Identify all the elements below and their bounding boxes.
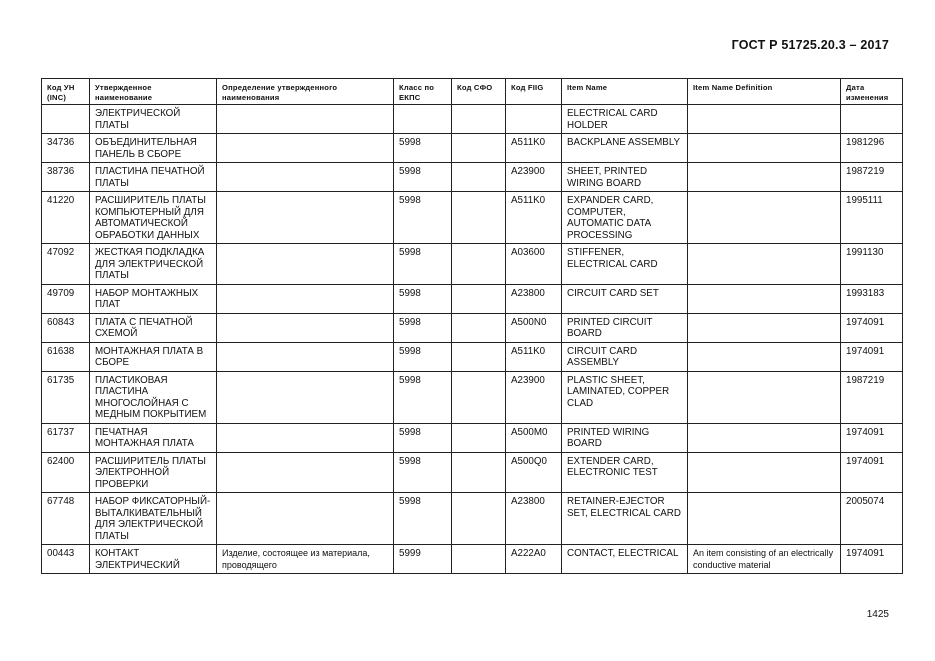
table-row — [42, 452, 903, 493]
document-title: ГОСТ Р 51725.20.3 – 2017 — [731, 38, 889, 52]
cell-name-definition — [217, 452, 394, 493]
table-row — [42, 423, 903, 452]
cell-name-definition — [217, 371, 394, 423]
cell-sfo-code — [452, 313, 506, 342]
cell-name-definition — [217, 342, 394, 371]
cell-item-name-definition — [688, 105, 841, 134]
cell-change-date: 1974091 — [841, 423, 903, 452]
cell-item-name: EXTENDER CARD, ELECTRONIC TEST — [562, 452, 688, 493]
cell-inc: 47092 — [42, 244, 90, 285]
cell-name-definition — [217, 493, 394, 545]
table-row — [42, 105, 903, 134]
cell-fiig-code: A222A0 — [506, 545, 562, 574]
cell-item-name: EXPANDER CARD, COMPUTER, AUTOMATIC DATA PROCESSING — [562, 192, 688, 244]
header-approved-name: Утвержденное наименование — [90, 79, 217, 105]
cell-fiig-code: A500Q0 — [506, 452, 562, 493]
cell-ekps-class: 5998 — [394, 134, 452, 163]
cell-item-name-definition — [688, 452, 841, 493]
cell-inc: 60843 — [42, 313, 90, 342]
cell-item-name: BACKPLANE ASSEMBLY — [562, 134, 688, 163]
cell-sfo-code — [452, 452, 506, 493]
cell-approved-name: ПЛАСТИКОВАЯ ПЛАСТИНА МНОГОСЛОЙНАЯ С МЕДНЫМ ПОКРЫТИЕМ — [90, 371, 217, 423]
cell-sfo-code — [452, 284, 506, 313]
cell-name-definition — [217, 105, 394, 134]
header-fiig-code: Код FIIG — [506, 79, 562, 105]
table-row — [42, 313, 903, 342]
cell-change-date: 2005074 — [841, 493, 903, 545]
cell-ekps-class: 5998 — [394, 313, 452, 342]
cell-change-date: 1974091 — [841, 545, 903, 574]
cell-sfo-code — [452, 244, 506, 285]
cell-approved-name: МОНТАЖНАЯ ПЛАТА В СБОРЕ — [90, 342, 217, 371]
cell-name-definition — [217, 192, 394, 244]
cell-inc: 38736 — [42, 163, 90, 192]
cell-item-name-definition — [688, 313, 841, 342]
cell-fiig-code: A511K0 — [506, 342, 562, 371]
cell-sfo-code — [452, 342, 506, 371]
cell-change-date: 1974091 — [841, 313, 903, 342]
cell-item-name-definition — [688, 244, 841, 285]
table-row — [42, 545, 903, 574]
cell-fiig-code: A23900 — [506, 163, 562, 192]
cell-approved-name: НАБОР ФИКСАТОРНЫЙ-ВЫТАЛКИВАТЕЛЬНЫЙ ДЛЯ ЭЛЕКТРИЧЕСКОЙ ПЛАТЫ — [90, 493, 217, 545]
cell-ekps-class: 5999 — [394, 545, 452, 574]
cell-fiig-code: A511K0 — [506, 134, 562, 163]
cell-ekps-class: 5998 — [394, 423, 452, 452]
cell-ekps-class: 5998 — [394, 192, 452, 244]
cell-change-date: 1995111 — [841, 192, 903, 244]
cell-inc: 61638 — [42, 342, 90, 371]
cell-change-date: 1974091 — [841, 452, 903, 493]
cell-name-definition: Изделие, состоящее из материала, проводящего — [217, 545, 394, 574]
cell-item-name-definition — [688, 423, 841, 452]
cell-item-name-definition — [688, 493, 841, 545]
cell-sfo-code — [452, 371, 506, 423]
cell-ekps-class: 5998 — [394, 371, 452, 423]
cell-inc: 61735 — [42, 371, 90, 423]
cell-item-name-definition: An item consisting of an electrically conductive material — [688, 545, 841, 574]
cell-name-definition — [217, 284, 394, 313]
cell-change-date: 1974091 — [841, 342, 903, 371]
cell-inc — [42, 105, 90, 134]
header-inc: Код УН (INC) — [42, 79, 90, 105]
table-row — [42, 342, 903, 371]
cell-sfo-code — [452, 163, 506, 192]
cell-item-name: STIFFENER, ELECTRICAL CARD — [562, 244, 688, 285]
cell-item-name: PLASTIC SHEET, LAMINATED, COPPER CLAD — [562, 371, 688, 423]
cell-item-name-definition — [688, 371, 841, 423]
cell-fiig-code: A511K0 — [506, 192, 562, 244]
cell-item-name: ELECTRICAL CARD HOLDER — [562, 105, 688, 134]
cell-inc: 62400 — [42, 452, 90, 493]
cell-approved-name: ПЛАТА С ПЕЧАТНОЙ СХЕМОЙ — [90, 313, 217, 342]
page-number: 1425 — [866, 609, 889, 620]
cell-fiig-code: A23800 — [506, 493, 562, 545]
cell-item-name: PRINTED WIRING BOARD — [562, 423, 688, 452]
cell-inc: 41220 — [42, 192, 90, 244]
cell-item-name: RETAINER-EJECTOR SET, ELECTRICAL CARD — [562, 493, 688, 545]
table-row — [42, 284, 903, 313]
cell-fiig-code: A500N0 — [506, 313, 562, 342]
table-header-row — [42, 79, 903, 105]
cell-item-name-definition — [688, 163, 841, 192]
cell-ekps-class — [394, 105, 452, 134]
cell-inc: 67748 — [42, 493, 90, 545]
cell-fiig-code: A500M0 — [506, 423, 562, 452]
cell-ekps-class: 5998 — [394, 452, 452, 493]
cell-name-definition — [217, 313, 394, 342]
header-ekps-class: Класс по ЕКПС — [394, 79, 452, 105]
table-row — [42, 371, 903, 423]
table-row — [42, 192, 903, 244]
cell-sfo-code — [452, 545, 506, 574]
cell-item-name-definition — [688, 134, 841, 163]
cell-fiig-code — [506, 105, 562, 134]
cell-approved-name: РАСШИРИТЕЛЬ ПЛАТЫ ЭЛЕКТРОННОЙ ПРОВЕРКИ — [90, 452, 217, 493]
items-table — [41, 78, 903, 574]
cell-sfo-code — [452, 134, 506, 163]
header-item-name: Item Name — [562, 79, 688, 105]
header-item-name-definition: Item Name Definition — [688, 79, 841, 105]
table-row — [42, 134, 903, 163]
cell-item-name-definition — [688, 284, 841, 313]
cell-approved-name: КОНТАКТ ЭЛЕКТРИЧЕСКИЙ — [90, 545, 217, 574]
cell-change-date: 1991130 — [841, 244, 903, 285]
cell-item-name-definition — [688, 192, 841, 244]
cell-approved-name: ПЛАСТИНА ПЕЧАТНОЙ ПЛАТЫ — [90, 163, 217, 192]
cell-sfo-code — [452, 192, 506, 244]
cell-ekps-class: 5998 — [394, 284, 452, 313]
cell-sfo-code — [452, 423, 506, 452]
cell-ekps-class: 5998 — [394, 493, 452, 545]
cell-approved-name: РАСШИРИТЕЛЬ ПЛАТЫ КОМПЬЮТЕРНЫЙ ДЛЯ АВТОМАТИЧЕСКОЙ ОБРАБОТКИ ДАННЫХ — [90, 192, 217, 244]
cell-name-definition — [217, 134, 394, 163]
table-row — [42, 163, 903, 192]
cell-inc: 61737 — [42, 423, 90, 452]
cell-sfo-code — [452, 105, 506, 134]
cell-fiig-code: A23800 — [506, 284, 562, 313]
table-row — [42, 493, 903, 545]
cell-approved-name: ПЕЧАТНАЯ МОНТАЖНАЯ ПЛАТА — [90, 423, 217, 452]
cell-change-date: 1987219 — [841, 163, 903, 192]
cell-item-name-definition — [688, 342, 841, 371]
cell-change-date: 1987219 — [841, 371, 903, 423]
cell-fiig-code: A03600 — [506, 244, 562, 285]
cell-approved-name: ЭЛЕКТРИЧЕСКОЙ ПЛАТЫ — [90, 105, 217, 134]
cell-change-date: 1993183 — [841, 284, 903, 313]
cell-fiig-code: A23900 — [506, 371, 562, 423]
cell-change-date: 1981296 — [841, 134, 903, 163]
cell-name-definition — [217, 423, 394, 452]
cell-ekps-class: 5998 — [394, 163, 452, 192]
cell-sfo-code — [452, 493, 506, 545]
cell-ekps-class: 5998 — [394, 244, 452, 285]
cell-inc: 49709 — [42, 284, 90, 313]
cell-item-name: CONTACT, ELECTRICAL — [562, 545, 688, 574]
header-sfo-code: Код СФО — [452, 79, 506, 105]
cell-approved-name: ОБЪЕДИНИТЕЛЬНАЯ ПАНЕЛЬ В СБОРЕ — [90, 134, 217, 163]
cell-approved-name: НАБОР МОНТАЖНЫХ ПЛАТ — [90, 284, 217, 313]
cell-change-date — [841, 105, 903, 134]
cell-name-definition — [217, 163, 394, 192]
cell-ekps-class: 5998 — [394, 342, 452, 371]
cell-inc: 34736 — [42, 134, 90, 163]
cell-approved-name: ЖЕСТКАЯ ПОДКЛАДКА ДЛЯ ЭЛЕКТРИЧЕСКОЙ ПЛАТЫ — [90, 244, 217, 285]
header-change-date: Дата изменения — [841, 79, 903, 105]
table-row — [42, 244, 903, 285]
cell-item-name: PRINTED CIRCUIT BOARD — [562, 313, 688, 342]
cell-inc: 00443 — [42, 545, 90, 574]
cell-item-name: CIRCUIT CARD ASSEMBLY — [562, 342, 688, 371]
cell-item-name: CIRCUIT CARD SET — [562, 284, 688, 313]
cell-name-definition — [217, 244, 394, 285]
header-name-definition: Определение утвержденного наименования — [217, 79, 394, 105]
cell-item-name: SHEET, PRINTED WIRING BOARD — [562, 163, 688, 192]
